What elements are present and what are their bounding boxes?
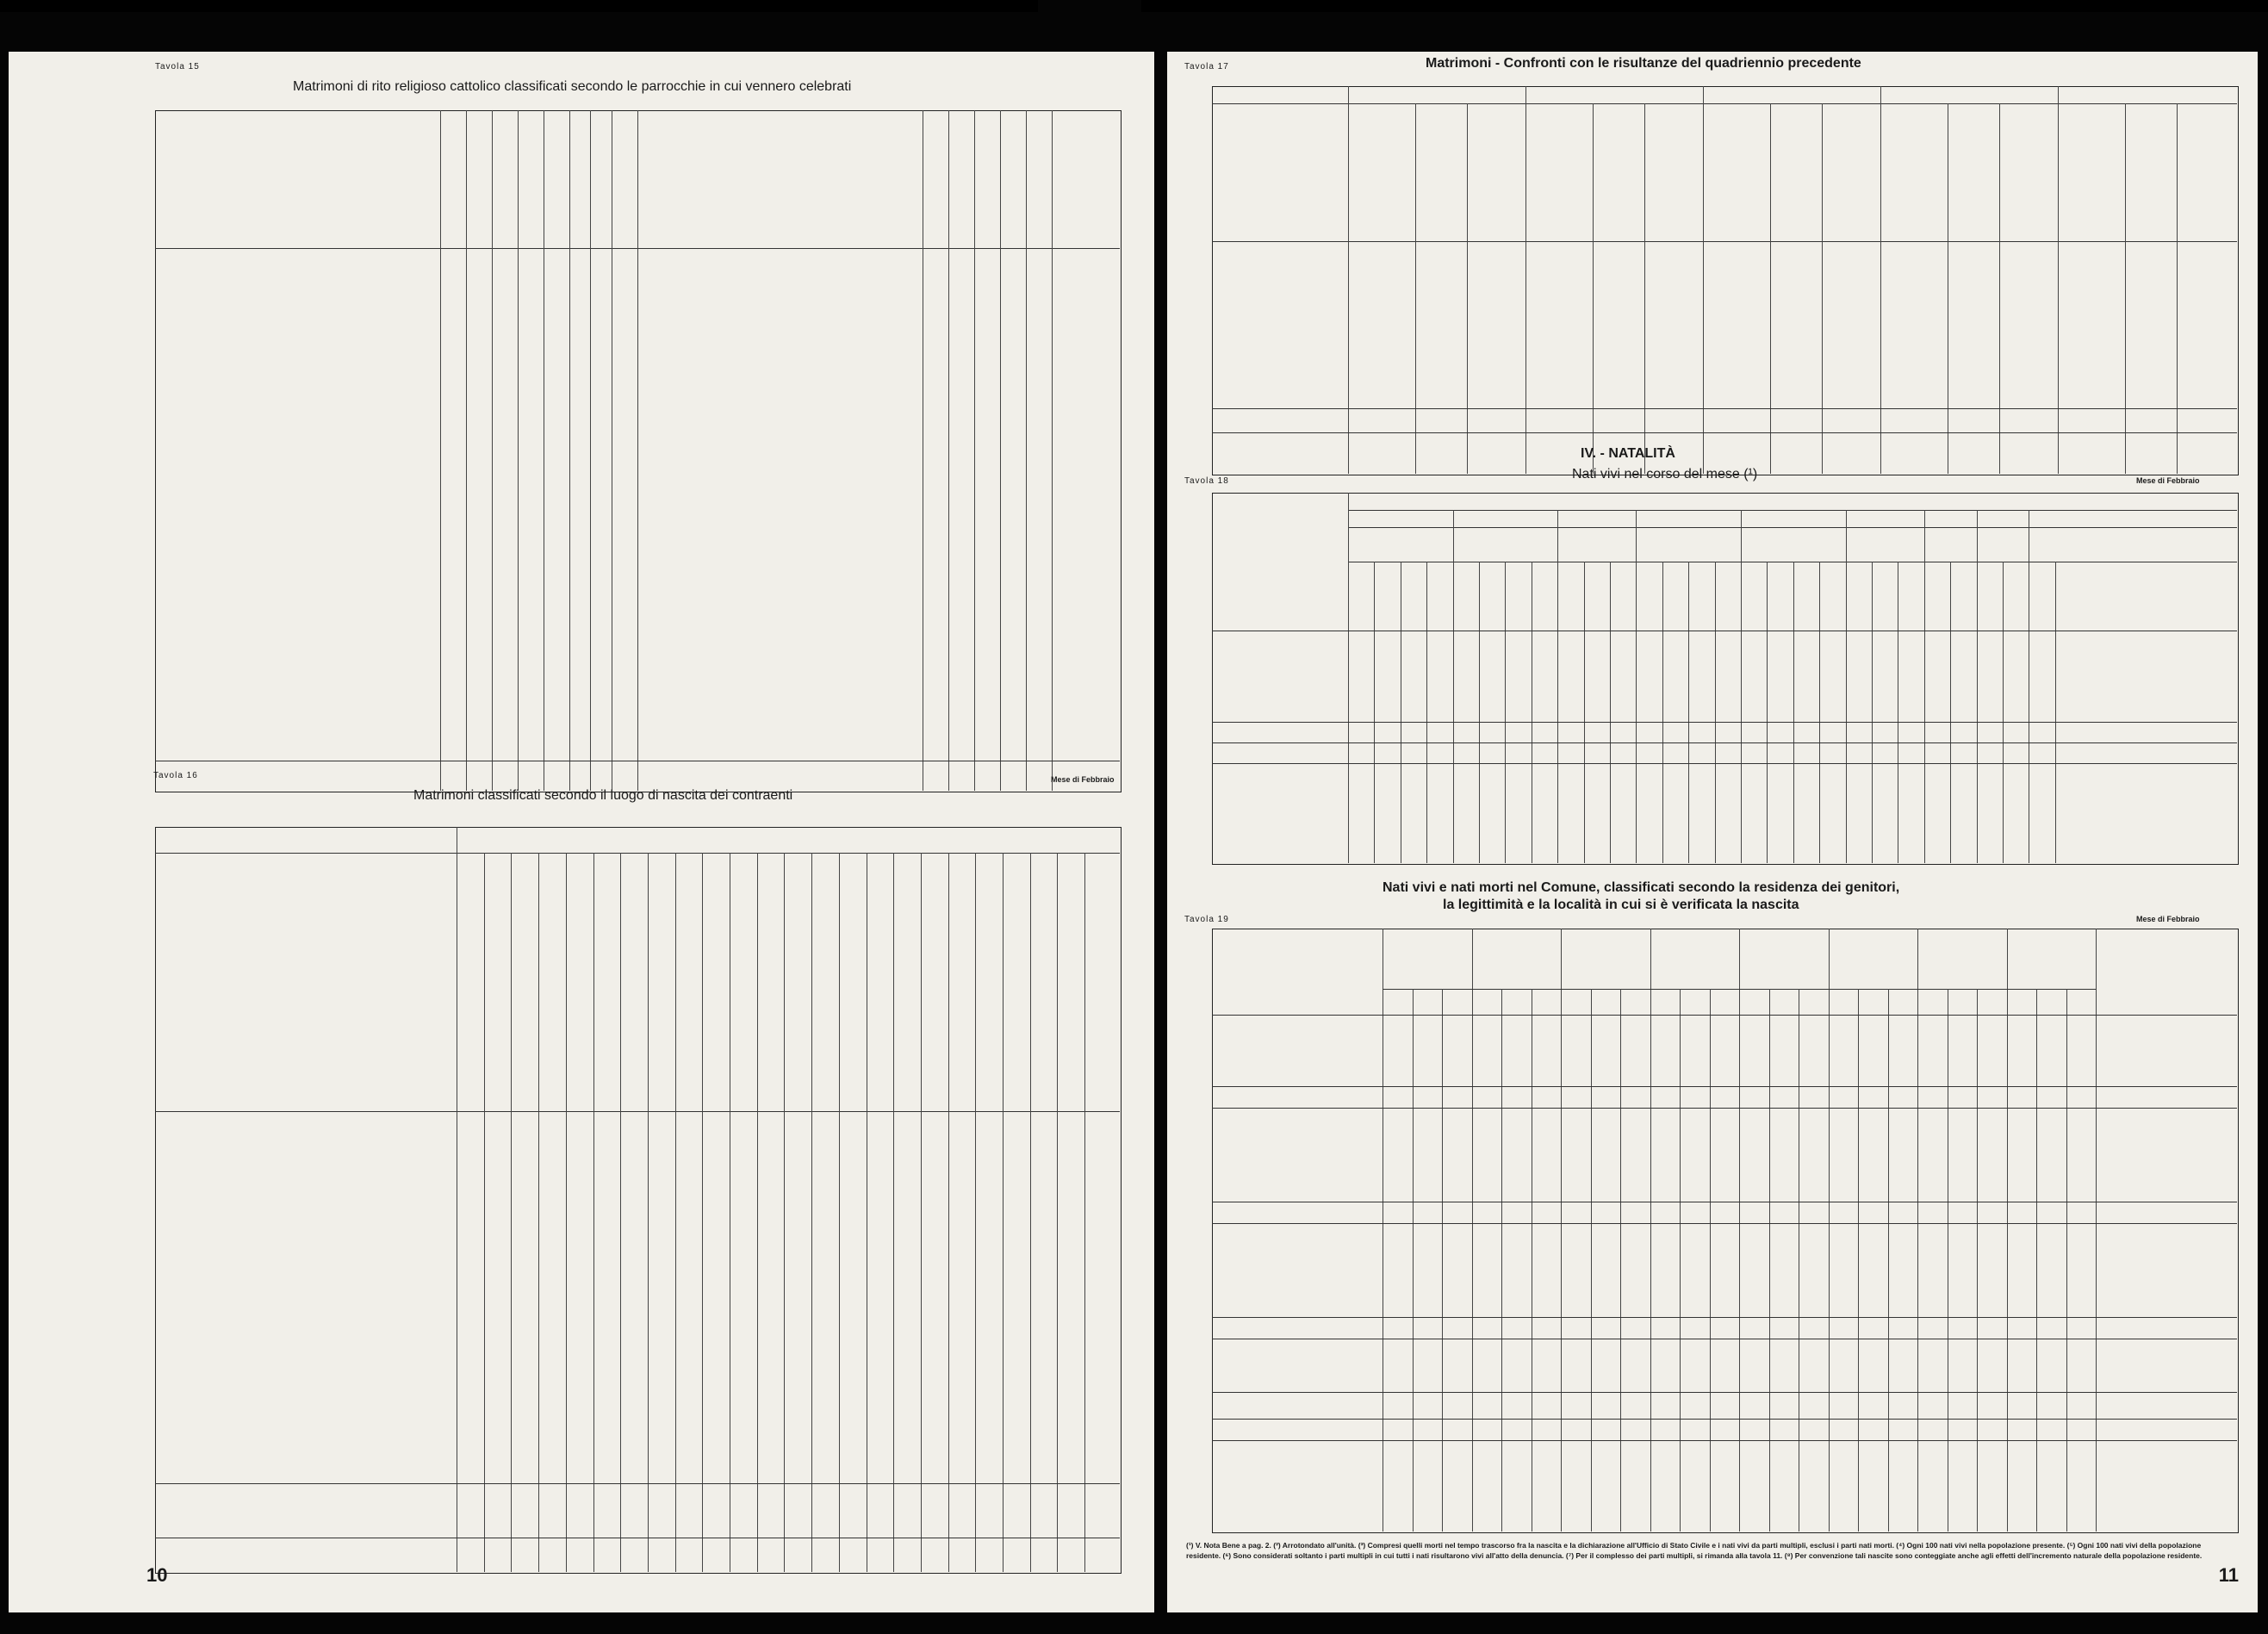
rule-line	[757, 853, 758, 1572]
table-19	[1212, 929, 2239, 1533]
rule-line	[675, 853, 676, 1572]
table-subtitle: la legittimità e la località in cui si è verificata la nascita	[1443, 898, 1799, 912]
table-label: Tavola 15	[155, 62, 200, 71]
rule-line	[1212, 742, 2237, 743]
rule-line	[1348, 510, 1349, 863]
rule-line	[648, 853, 649, 1572]
rule-line	[2058, 86, 2059, 474]
rule-line	[1591, 989, 1592, 1531]
rule-line	[1880, 86, 1881, 474]
rule-line	[1003, 853, 1004, 1572]
rule-line	[511, 853, 512, 1572]
rule-line	[440, 110, 441, 791]
rule-line	[1348, 86, 1349, 474]
rule-line	[1348, 527, 2237, 528]
rule-line	[2003, 562, 2004, 863]
rule-line	[1413, 989, 1414, 1531]
rule-line	[590, 110, 591, 791]
rule-line	[1620, 989, 1621, 1531]
rule-line	[1479, 562, 1480, 863]
rule-line	[2177, 103, 2178, 474]
rule-line	[620, 853, 621, 1572]
rule-line	[1505, 562, 1506, 863]
rule-line	[518, 110, 519, 791]
rule-line	[1561, 929, 1562, 1531]
rule-line	[593, 853, 594, 1572]
table-title: Matrimoni - Confronti con le risultanze del quadriennio precedente	[1426, 56, 1861, 71]
rule-line	[1703, 86, 1704, 474]
rule-line	[1415, 103, 1416, 474]
rule-line	[1212, 1419, 2237, 1420]
rule-line	[702, 853, 703, 1572]
rule-line	[637, 110, 638, 791]
rule-line	[1650, 929, 1651, 1531]
month-note: Mese di Febbraio	[1051, 775, 1115, 784]
rule-line	[1212, 763, 2237, 764]
table-title: Nati vivi nel corso del mese (¹)	[1572, 467, 1758, 482]
rule-line	[1680, 989, 1681, 1531]
month-note: Mese di Febbraio	[2136, 476, 2200, 485]
rule-line	[1348, 510, 2237, 511]
rule-line	[1872, 562, 1873, 863]
rule-line	[569, 110, 570, 791]
rule-line	[1525, 86, 1526, 474]
rule-line	[1888, 989, 1889, 1531]
rule-line	[1662, 562, 1663, 863]
rule-line	[1769, 989, 1770, 1531]
rule-line	[2096, 929, 2097, 1531]
rule-line	[1688, 562, 1689, 863]
rule-line	[1636, 510, 1637, 863]
rule-line	[1829, 929, 1830, 1531]
rule-line	[1084, 853, 1085, 1572]
rule-line	[1212, 408, 2237, 409]
rule-line	[1767, 562, 1768, 863]
rule-line	[1819, 562, 1820, 863]
table-title: Matrimoni di rito religioso cattolico classificati secondo le parrocchie in cui vennero celebrati	[293, 79, 852, 94]
rule-line	[466, 110, 467, 791]
footnotes: (¹) V. Nota Bene a pag. 2. (²) Arrotondato all'unità. (³) Compresi quelli morti nel tempo trascorso fra la nascita e la dichiarazione all'Ufficio di Stato Civile e i nati vivi da parti multipli, esclusi i parti nati morti. (⁴) Ogni 100 nati vivi nella popolazione presente. (⁵) Ogni 100 nati vivi della popolazione residente. (⁶) Sono considerati soltanto i parti multipli in cui tutti i nati risultarono vivi all'atto della denuncia. (⁷) Per il complesso dei parti multipli, si rimanda alla tavola 11. (⁸) Per convenzione tali nascite sono conteggiate anche agli effetti dell'incremento naturale della popolazione residente.	[1186, 1541, 2203, 1560]
rule-line	[1467, 103, 1468, 474]
rule-line	[974, 110, 975, 791]
table-18	[1212, 493, 2239, 865]
scan-top-border	[1141, 0, 2268, 12]
rule-line	[1822, 103, 1823, 474]
rule-line	[1442, 989, 1443, 1531]
rule-line	[1212, 432, 2237, 433]
rule-line	[2066, 989, 2067, 1531]
rule-line	[1501, 989, 1502, 1531]
rule-line	[1453, 510, 1454, 863]
rule-line	[1212, 1015, 2237, 1016]
rule-line	[1212, 1317, 2237, 1318]
rule-line	[1212, 1086, 2237, 1087]
rule-line	[484, 853, 485, 1572]
rule-line	[1212, 1223, 2237, 1224]
rule-line	[1846, 510, 1847, 863]
table-label: Tavola 18	[1184, 476, 1229, 486]
rule-line	[1593, 103, 1594, 474]
rule-line	[1212, 103, 2237, 104]
rule-line	[566, 853, 567, 1572]
rule-line	[1977, 510, 1978, 863]
rule-line	[921, 853, 922, 1572]
table-15	[155, 110, 1122, 792]
rule-line	[1644, 103, 1645, 474]
table-label: Tavola 16	[153, 771, 198, 780]
rule-line	[839, 853, 840, 1572]
page-number: 10	[146, 1564, 168, 1586]
rule-line	[1770, 103, 1771, 474]
rule-line	[1999, 103, 2000, 474]
rule-line	[1030, 853, 1031, 1572]
scan-top-border	[0, 0, 1038, 12]
rule-line	[811, 853, 812, 1572]
rule-line	[2055, 562, 2056, 863]
rule-line	[1212, 1108, 2237, 1109]
rule-line	[893, 853, 894, 1572]
rule-line	[1950, 562, 1951, 863]
rule-line	[948, 110, 949, 791]
rule-line	[1610, 562, 1611, 863]
rule-line	[1026, 110, 1027, 791]
month-note: Mese di Febbraio	[2136, 915, 2200, 923]
rule-line	[492, 110, 493, 791]
rule-line	[1212, 1440, 2237, 1441]
rule-line	[1741, 510, 1742, 863]
rule-line	[784, 853, 785, 1572]
rule-line	[1710, 989, 1711, 1531]
rule-line	[155, 1483, 1120, 1484]
rule-line	[1584, 562, 1585, 863]
table-title: Nati vivi e nati morti nel Comune, classificati secondo la residenza dei genitori,	[1383, 880, 1900, 895]
rule-line	[1374, 562, 1375, 863]
rule-line	[1557, 510, 1558, 863]
rule-line	[1000, 110, 1001, 791]
rule-line	[975, 853, 976, 1572]
rule-line	[1917, 929, 1918, 1531]
rule-line	[1383, 989, 2096, 990]
section-title: IV. - NATALITÀ	[1581, 446, 1675, 461]
rule-line	[1858, 989, 1859, 1531]
table-label: Tavola 19	[1184, 915, 1229, 924]
rule-line	[948, 853, 949, 1572]
table-16	[155, 827, 1122, 1574]
page-number: 11	[2218, 1564, 2239, 1586]
rule-line	[2125, 103, 2126, 474]
rule-line	[1715, 562, 1716, 863]
rule-line	[1739, 929, 1740, 1531]
left-page	[9, 52, 1154, 1612]
rule-line	[1212, 1392, 2237, 1393]
rule-line	[2036, 989, 2037, 1531]
rule-line	[1052, 110, 1053, 791]
rule-line	[1793, 562, 1794, 863]
rule-line	[1924, 510, 1925, 863]
rule-line	[2007, 929, 2008, 1531]
right-page	[1167, 52, 2258, 1612]
table-17	[1212, 86, 2239, 475]
rule-line	[1977, 989, 1978, 1531]
rule-line	[538, 853, 539, 1572]
rule-line	[1426, 562, 1427, 863]
rule-line	[1212, 722, 2237, 723]
rule-line	[1057, 853, 1058, 1572]
table-label: Tavola 17	[1184, 62, 1229, 71]
rule-line	[1212, 241, 2237, 242]
table-title: Matrimoni classificati secondo il luogo di nascita dei contraenti	[413, 788, 793, 803]
rule-line	[1472, 929, 1473, 1531]
